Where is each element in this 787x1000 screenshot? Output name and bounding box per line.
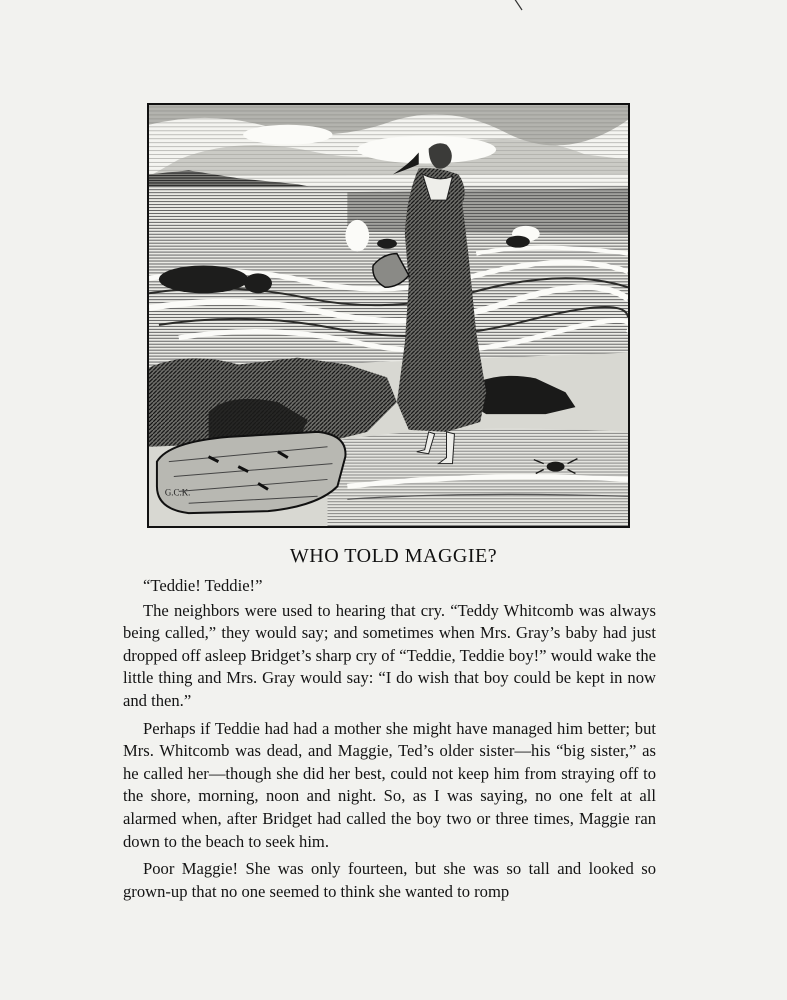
paragraph-2: The neighbors were used to hearing that cry. “Teddy Whitcomb was always being called,” they would say; and sometimes when Mrs. Gray’s baby had just dropped off asleep Bridget’s sharp cry of “Teddie, Teddie boy!” would wake the little thing and Mrs. Gray would say: “I do wish that boy could be kept in now and then.”: [123, 600, 656, 710]
page-corner-mark: [512, 0, 528, 12]
paragraph-3: Perhaps if Teddie had had a mother she might have managed him better; but Mrs. Whitcomb was dead, and Maggie, Ted’s older sister—his “big sister,” as he called her—though she did her best, could not keep him from straying off to the shore, morning, noon and night. So, as I was saying, no one felt at all alarmed when, after Bridget had called the boy two or three times, Maggie ran down to the beach to seek him.: [123, 718, 656, 851]
paragraph-1: “Teddie! Teddie!”: [143, 576, 263, 595]
story-title: WHO TOLD MAGGIE?: [289, 545, 498, 567]
paragraph-4: Poor Maggie! She was only fourteen, but she was so tall and looked so grown-up that no one seemed to think she wanted to romp: [123, 859, 656, 901]
engraving-illustration: [147, 103, 630, 528]
story-body: [123, 575, 656, 908]
artist-signature: G.C.K.: [164, 487, 191, 498]
beach-scene-image: [149, 105, 628, 526]
